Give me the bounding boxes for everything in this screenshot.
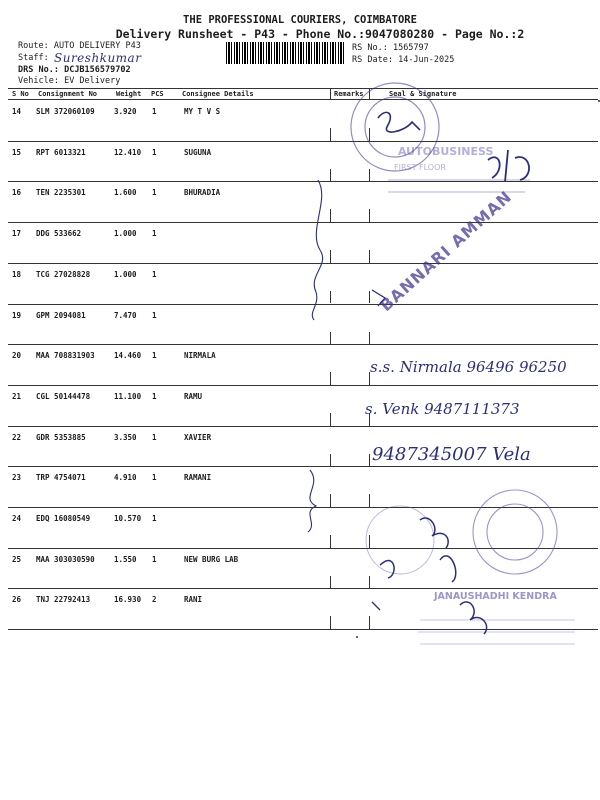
svg-text:AUTOBUSINESS: AUTOBUSINESS <box>398 145 494 158</box>
route-label: Route: <box>18 41 49 51</box>
col-seal-signature: Seal & Signature <box>389 90 457 98</box>
row-consignee: NEW BURG LAB <box>184 554 239 564</box>
row-consignment: RPT 6013321 <box>36 147 86 157</box>
rs-no-value: 1565797 <box>392 43 429 53</box>
drs-value: DCJB156579702 <box>64 65 131 75</box>
drs-label: DRS No.: <box>18 65 59 75</box>
row-consignment: EDQ 16080549 <box>36 514 91 523</box>
row-pcs: 1 <box>152 351 157 361</box>
company-title: THE PROFESSIONAL COURIERS, COIMBATORE <box>183 14 417 26</box>
row-consignee: RANI <box>184 595 203 605</box>
stray-dot <box>356 636 358 638</box>
table-row <box>8 141 598 181</box>
row-sno: 20 <box>12 351 22 361</box>
runsheet-title: Delivery Runsheet - P43 - Phone No.:9047080280 - Page No.:2 <box>115 27 525 41</box>
row-pcs: 1 <box>152 269 157 279</box>
row-consignee: NIRMALA <box>184 351 216 361</box>
row-divider <box>369 291 370 304</box>
row-weight: 1.000 <box>114 269 137 279</box>
row20-handwriting: s.s. Nirmala 96496 96250 <box>370 358 567 376</box>
table-row <box>8 466 598 506</box>
row-sno: 21 <box>12 391 22 401</box>
row-weight: 1.600 <box>114 188 137 198</box>
row-sno: 17 <box>12 229 22 239</box>
row-divider <box>369 454 370 467</box>
row-divider <box>330 576 331 589</box>
row-consignment: DDG 533662 <box>36 229 82 239</box>
svg-text:JANAUSHADHI KENDRA: JANAUSHADHI KENDRA <box>434 591 557 602</box>
row-sno: 25 <box>12 554 22 564</box>
row-consignment: MAA 303030590 <box>36 554 95 564</box>
row-consignment: MAA 708831903 <box>36 351 95 361</box>
table-row <box>8 181 598 221</box>
row-consignment: TEN 2235301 <box>36 188 86 198</box>
col-sno: S No <box>12 90 29 98</box>
row-sno: 22 <box>12 432 22 442</box>
row-divider <box>369 616 370 629</box>
row-weight: 3.350 <box>114 432 137 442</box>
col-remarks: Remarks <box>334 90 364 98</box>
route-line <box>18 41 141 51</box>
row-weight: 14.460 <box>114 351 142 361</box>
row-consignment: GPM 2094081 <box>36 310 86 320</box>
row-weight: 4.910 <box>114 473 137 483</box>
table-row <box>8 100 598 140</box>
rs-date-value: 14-Jun-2025 <box>398 55 455 65</box>
row-sno: 23 <box>12 473 22 483</box>
col-weight: Weight <box>116 90 142 98</box>
row-sno: 26 <box>12 595 22 605</box>
row-weight: 10.570 <box>114 514 142 523</box>
row-divider <box>369 250 370 263</box>
row-weight: 1.550 <box>114 554 137 564</box>
table-row <box>8 222 598 262</box>
row-sno: 19 <box>12 310 22 320</box>
svg-text:BANNARI AMMAN: BANNARI AMMAN <box>376 186 516 316</box>
row-sno: 24 <box>12 514 22 523</box>
row-sno: 15 <box>12 147 22 157</box>
rs-no-line <box>352 43 429 53</box>
rs-date-line <box>352 55 454 65</box>
row22-handwriting: 9487345007 Vela <box>372 444 531 465</box>
row-consignment: GDR 5353885 <box>36 432 86 442</box>
table-row <box>8 263 598 303</box>
barcode <box>226 42 344 64</box>
svg-text:FIRST FLOOR: FIRST FLOOR <box>394 163 446 172</box>
row-consignee: RAMANI <box>184 473 212 483</box>
row-divider <box>330 332 331 345</box>
row-sno: 18 <box>12 269 22 279</box>
row-weight: 1.000 <box>114 229 137 239</box>
row-consignment: CGL 50144478 <box>36 391 91 401</box>
table-row <box>8 385 598 425</box>
row-weight: 3.920 <box>114 107 137 116</box>
row-pcs: 1 <box>152 391 157 401</box>
row21-handwriting: s. Venk 9487111373 <box>365 400 520 418</box>
table-row <box>8 426 598 466</box>
vehicle-label: Vehicle: <box>18 76 59 86</box>
row-consignee: SUGUNA <box>184 147 212 157</box>
seal-divider <box>369 88 370 100</box>
row-divider <box>369 413 370 426</box>
row-weight: 11.100 <box>114 391 142 401</box>
row-divider <box>330 616 331 629</box>
table-row <box>8 344 598 384</box>
vehicle-line <box>18 76 120 86</box>
rs-no-label: RS No.: <box>352 43 388 53</box>
row-divider <box>330 454 331 467</box>
table-row <box>8 588 598 628</box>
row-consignee: XAVIER <box>184 432 212 442</box>
vehicle-value: EV Delivery <box>64 76 121 86</box>
row-divider <box>330 413 331 426</box>
row-sno: 14 <box>12 107 22 116</box>
drs-line <box>18 65 131 75</box>
row-consignment: SLM 372060109 <box>36 107 95 116</box>
row-divider <box>369 209 370 222</box>
row-divider <box>330 209 331 222</box>
remarks-divider <box>330 88 331 100</box>
row-pcs: 1 <box>152 432 157 442</box>
row-consignment: TCG 27028828 <box>36 269 91 279</box>
row-consignee: MY T V S <box>184 107 221 116</box>
row-pcs: 1 <box>152 554 157 564</box>
table-row <box>8 548 598 588</box>
row-consignment: TRP 4754071 <box>36 473 86 483</box>
table-row <box>8 507 598 547</box>
row-divider <box>369 372 370 385</box>
row-pcs: 2 <box>152 595 157 605</box>
col-consignee: Consignee Details <box>182 90 254 98</box>
row-divider <box>330 494 331 507</box>
row-pcs: 1 <box>152 188 157 198</box>
row-divider <box>369 332 370 345</box>
row-consignment: TNJ 22792413 <box>36 595 91 605</box>
row-sno: 16 <box>12 188 22 198</box>
row-divider <box>330 291 331 304</box>
row-divider <box>369 494 370 507</box>
rs-date-label: RS Date: <box>352 55 393 65</box>
row-divider <box>330 169 331 182</box>
row-consignee: RAMU <box>184 391 203 401</box>
table-row <box>8 304 598 344</box>
row-rule <box>8 629 598 630</box>
row-divider <box>330 128 331 141</box>
table-top-rule <box>8 88 598 89</box>
row-pcs: 1 <box>152 107 157 116</box>
staff-signature: Sureshkumar <box>54 51 142 65</box>
row-pcs: 1 <box>152 147 157 157</box>
row-weight: 16.930 <box>114 595 142 605</box>
col-pcs: PCS <box>151 90 164 98</box>
route-value: AUTO DELIVERY P43 <box>53 41 141 51</box>
row-weight: 7.470 <box>114 310 137 320</box>
row-divider <box>369 576 370 589</box>
row-pcs: 1 <box>152 473 157 483</box>
row-weight: 12.410 <box>114 147 142 157</box>
row-consignee: BHURADIA <box>184 188 221 198</box>
row-pcs: 1 <box>152 514 157 523</box>
row-pcs: 1 <box>152 229 157 239</box>
row-pcs: 1 <box>152 310 157 320</box>
row-divider <box>369 169 370 182</box>
row-divider <box>330 250 331 263</box>
staff-label: Staff: <box>18 53 49 63</box>
row-divider <box>330 372 331 385</box>
row-divider <box>330 535 331 548</box>
row-divider <box>369 128 370 141</box>
col-consignment: Consignment No <box>38 90 98 98</box>
row-divider <box>369 535 370 548</box>
